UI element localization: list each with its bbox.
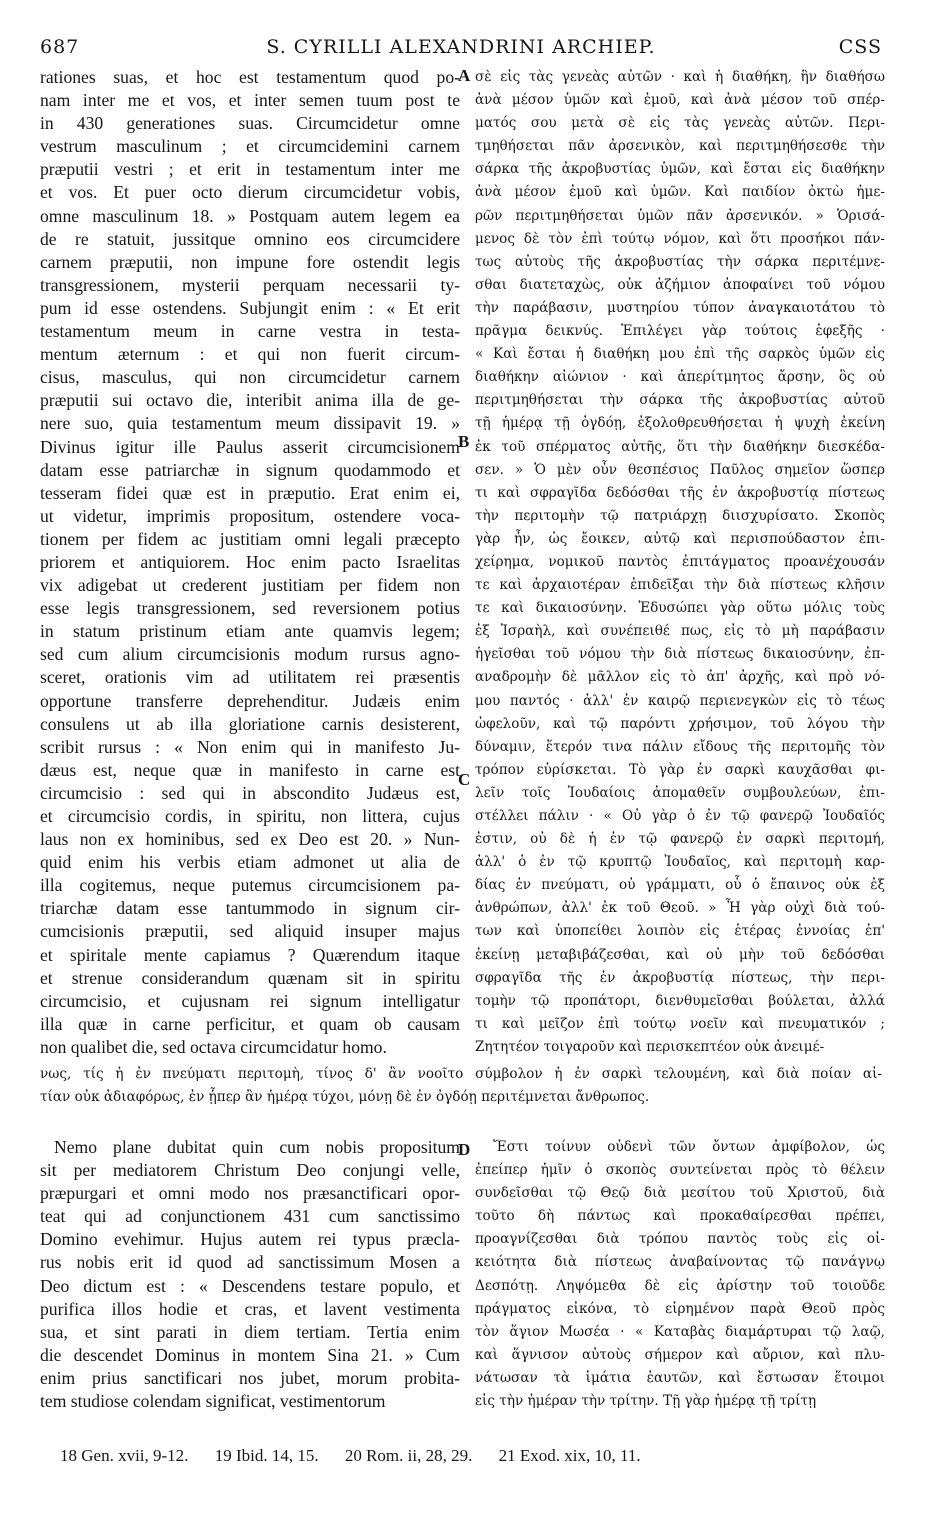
text-line: ἐπείπερ ἡμῖν ὁ σκοπὸς συντείνεται πρὸς τὸ θέλειν [475, 1162, 885, 1179]
text-line: στέλλει πάλιν · « Οὐ γὰρ ὁ ἐν τῷ φανερῷ Ἰουδαῖός [475, 808, 885, 824]
text-line: νάτωσαν τὰ ἱμάτια ἑαυτῶν, καὶ ἔστωσαν ἕτοιμοι [475, 1369, 885, 1386]
text-line: Ἔστι τοίνυν οὐδενὶ τῶν ὄντων ἀμφίβολον, ὡς [493, 1139, 885, 1155]
margin-marker-a: A [458, 66, 471, 85]
text-line: et vos. Et puer octo dierum circumcidetur vobis, [40, 182, 460, 203]
text-line: nam inter me et vos, et inter semen tuum post te [40, 90, 460, 111]
text-line: τὴν περιτομὴν τῷ πατριάρχῃ διισχυρίσατο. Σκοπὸς [475, 507, 885, 524]
text-line: Δεσπότῃ. Ληψόμεθα δὲ εἰς ἀρίστην τοῦ τοιοῦδε [475, 1277, 885, 1294]
text-line: αναδρομὴν δὲ μᾶλλον εἰς τὸ ἀπ' ἀρχῆς, καὶ πρὸ νό- [475, 669, 885, 686]
text-line: de re statuit, jussitque omnino eos circumcidere [40, 228, 460, 249]
text-line: τίαν οὐκ ἀδιαφόρως, ἐν ᾗπερ ἂν ἡμέρᾳ τύχοι, μόνῃ δὲ ἐν ὀγδόῃ περιτέμνεται ἄνθρωπος. [40, 1089, 650, 1106]
footnote: 19 Ibid. 14, 15. [214, 1446, 319, 1465]
text-line: γὰρ ἦν, ὡς ἔοικεν, αὐτῷ καὶ περισπούδαστον ἐπι- [475, 530, 885, 547]
latin-column-continued [40, 1136, 460, 1413]
text-line: Ζητητέον τοιγαροῦν καὶ περισκεπτέον οὐκ ἀνειμέ- [475, 1038, 825, 1055]
text-line: cisus, masculus, qui non circumcidetur carnem [40, 367, 460, 388]
text-line: sed cum alium circumcisionis modum rursus agno- [40, 644, 460, 665]
text-line: σὲ εἰς τὰς γενεὰς αὐτῶν · καὶ ἡ διαθήκη, ἣν διαθήσω [475, 69, 885, 85]
latin-column [40, 66, 460, 1059]
text-line: των καὶ ὑποπείθει λοιπὸν εἰς ἑτέρας ἐννοίας ἐπ' [475, 923, 885, 940]
text-line: κειότητα διὰ πίστεως ἀναβαίνοντας τῷ πανάγνῳ [475, 1254, 885, 1271]
text-line: ἐστιν, οὐ δὲ ἡ ἐν τῷ φανερῷ ἐν σαρκὶ περιτομή, [475, 831, 885, 848]
text-line: præpurgari et omni modo nos præsanctificari opor- [40, 1183, 460, 1204]
margin-marker-b: B [458, 432, 470, 451]
text-line: πρᾶγμα δεικνύς. Ἐπιλέγει γὰρ τούτοις ἑφεξῆς · [475, 323, 885, 340]
text-line: sit per mediatorem Christum Deo conjungi velle, [40, 1160, 460, 1181]
text-line: ὠφελοῦν, καὶ τῷ παρόντι χρήσιμον, τοῦ λόγου τὴν [475, 715, 885, 732]
text-line: Divinus igitur ille Paulus asserit circumcisionem [40, 436, 460, 457]
text-line: sua, et sint parati in diem tertiam. Tertia enim [40, 1321, 460, 1342]
text-line: enim prius sanctificari nos jubet, morum probita- [40, 1367, 460, 1388]
margin-marker-c: C [458, 770, 471, 789]
text-line: rus nobis erit id quod ad sanctissimum Mosen a [40, 1252, 460, 1273]
greek-bridge-text [40, 1063, 882, 1109]
text-line: circumcisio, et cujusnam rei signum intelligatur [40, 990, 460, 1011]
text-line: εἰς τὴν ἡμέραν τὴν τρίτην. Τῇ γὰρ ἡμέρᾳ τῇ τρίτῃ [475, 1393, 817, 1410]
footnote: 21 Exod. xix, 10, 11. [498, 1446, 641, 1465]
text-line: omne masculinum 18. » Postquam autem legem ea [40, 205, 460, 226]
text-line: rationes suas, et hoc est testamentum quod po- [40, 67, 460, 87]
text-line: et spiritale mente capiamus ? Quærendum itaque [40, 944, 460, 965]
text-line: tem studiose colendam significat, vestimentorum [40, 1391, 386, 1412]
text-line: μου παντός · ἀλλ' ἐν καιρῷ περιενεγκὼν εἰς τὸ τέως [475, 692, 885, 709]
text-line: carnem præputii, non impune fore ostendit legis [40, 251, 460, 272]
text-line: opportune transferre deprehenditur. Judæis enim [40, 690, 460, 711]
text-line: vestrum masculinum ; et circumcidemini carnem [40, 136, 460, 157]
text-line: vix adigebat ut crederent justitiam per fidem non [40, 575, 460, 596]
text-line: purifica illos hodie et cras, et lavent vestimenta [40, 1298, 460, 1319]
text-line: περιτμηθήσεται τὴν σάρκα τῆς ἀκροβυστίας αὐτοῦ [475, 392, 885, 409]
text-line: ἐκείνῃ μεταβιβάζεσθαι, καὶ οὐ μὴν τοῦ δεδόσθαι [475, 946, 885, 963]
text-line: συνδεῖσθαι τῷ Θεῷ διὰ μεσίτου τοῦ Χριστοῦ, διὰ [475, 1185, 885, 1202]
text-line: non qualibet die, sed octava circumcidatur homo. [40, 1036, 387, 1057]
footnote: 18 Gen. xvii, 9-12. [60, 1446, 189, 1465]
text-line: τμηθήσεται πᾶν ἀρσενικὸν, καὶ περιτμηθήσεσθε τὴν [475, 138, 885, 155]
text-line: τῇ ἡμέρᾳ τῇ ὀγδόῃ, ἐξολοθρευθήσεται ἡ ψυχὴ ἐκείνη [475, 415, 885, 432]
text-line: ματός σου μετὰ σὲ εἰς τὰς γενεὰς αὐτῶν. Περι- [475, 115, 885, 132]
running-title: S. CYRILLI ALEXANDRINI ARCHIEP. [266, 36, 656, 58]
text-line: mentum æternum : et qui non fuerit circum- [40, 344, 460, 365]
text-line: δύναμιν, ἕτερόν τινα πάλιν εἴδους τῆς περιτομῆς τὸν [475, 738, 885, 755]
text-line: illa cogitemus, neque putemus circumcisionem pa- [40, 875, 460, 896]
text-line: pum id esse ostendens. Subjungit enim : « Et erit [40, 297, 460, 318]
margin-marker-d: D [458, 1140, 471, 1159]
text-line: τοῦτο δὴ πάντως καὶ προκαθαίρεσθαι πρέπει, [475, 1208, 885, 1225]
text-line: scribit rursus : « Non enim qui in manifesto Ju- [40, 736, 460, 757]
text-line: τε καὶ δικαιοσύνην. Ἐδυσώπει γὰρ οὕτω μόλις τοὺς [475, 600, 885, 617]
text-line: tesseram fidei quæ est in præputio. Erat enim ei, [40, 482, 460, 503]
text-line: et circumcisio cordis, in spiritu, non littera, cujus [40, 806, 460, 826]
text-line: illa quæ in carne perficitur, et quam ob causam [40, 1013, 460, 1034]
text-line: tionem per fidem ac justitiam omni legali præcepto [40, 528, 460, 549]
text-line: circumcisio : sed qui in abscondito Judæus est, [40, 782, 460, 803]
text-line: et strenue considerandum quænam sit in spiritu [40, 967, 460, 988]
text-line: τε καὶ ἀρχαιοτέραν ἐπιδεῖξαι τὴν διὰ πίστεως κλῆσιν [475, 577, 885, 594]
text-line: transgressionem, mysterii perquam necessarii ty- [40, 274, 460, 295]
text-line: die descendet Dominus in montem Sina 21. » Cum [40, 1344, 460, 1365]
greek-column-continued [475, 1136, 885, 1413]
text-line: σεν. » Ὁ μὲν οὖν θεσπέσιος Παῦλος σημεῖον ὥσπερ [475, 461, 885, 478]
text-line: in statum pristinum etiam ante quamvis legem; [40, 621, 460, 642]
text-line: τι καὶ σφραγῖδα δεδόσθαι τῆς ἐν ἀκροβυστίᾳ πίστεως [475, 484, 885, 501]
text-line: triarchæ datam esse tantummodo in signum cir- [40, 898, 460, 919]
text-line: priorem et antiquiorem. Hoc enim pacto Israelitas [40, 551, 460, 572]
text-line: ἡγεῖσθαι τοῦ νόμου τὴν διὰ πίστεως δικαιοσύνην, ἐπ- [475, 646, 885, 663]
text-line: σάρκα τῆς ἀκροβυστίας ὑμῶν, καὶ ἔσται εἰς διαθήκην [475, 161, 885, 178]
text-line: ἐκ τοῦ σπέρματος αὐτῆς, ὅτι τὴν διαθήκην διεσκέδα- [475, 438, 885, 455]
greek-column [475, 66, 885, 1059]
text-line: Nemo plane dubitat quin cum nobis propositum [54, 1137, 460, 1157]
text-line: ἀνὰ μέσον ἐμοῦ καὶ ὑμῶν. Καὶ παιδίον ὀκτὼ ἡμε- [475, 184, 885, 201]
text-line: nere suo, quia testamentum meum dissipavit 19. » [40, 413, 460, 434]
text-line: ἐξ Ἰσραὴλ, καὶ συνέπειθέ πως, εἰς τὸ μὴ παράβασιν [475, 623, 885, 640]
text-line: ἀνὰ μέσον ὑμῶν καὶ ἐμοῦ, καὶ ἀνὰ μέσον τοῦ σπέρ- [475, 92, 885, 109]
page-header [40, 36, 882, 62]
text-line: esse legis transgressionem, sed reversionem potius [40, 598, 460, 619]
text-line: datam esse patriarchæ in signum quodammodo et [40, 459, 460, 480]
text-line: quid enim his verbis etiam admonet ut alia de [40, 852, 460, 873]
text-line: λεῖν τοῖς Ἰουδαίοις ἀπομαθεῖν συμβουλεύων, ἐπι- [475, 784, 885, 801]
text-line: τι καὶ μεῖζον ἐπὶ τούτῳ νοεῖν καὶ πνευματικόν ; [475, 1015, 885, 1032]
text-line: teat qui ad conjunctionem 431 cum sanctissimo [40, 1206, 460, 1227]
text-line: sceret, orationis vim ad utilitatem rei præsentis [40, 667, 460, 688]
text-line: ρῶν περιτμηθήσεται ὑμῶν πᾶν ἀρσενικόν. » Ὁρισά- [475, 207, 885, 224]
text-line: μενος δὲ τὸν ἐπὶ τούτῳ νόμον, καὶ ὅτι προσήκοι πάν- [475, 230, 885, 247]
text-line: καὶ ἅγνισον αὐτοὺς σήμερον καὶ αὔριον, καὶ πλυ- [475, 1346, 885, 1363]
text-line: in 430 generationes suas. Circumcidetur omne [40, 113, 460, 134]
text-line: τὴν παράβασιν, μυστηρίου τύπον ἀναγκαιοτάτου τὸ [475, 299, 885, 316]
text-line: δίας ἐν πνεύματι, οὐ γράμματι, οὗ ὁ ἔπαινος οὐκ ἐξ [475, 877, 885, 894]
text-line: Domino evehimur. Hujus autem rei typus præcla- [40, 1229, 460, 1250]
text-line: χείρημα, νομικοῦ παντὸς ἐπιτάγματος προανέχουσάν [475, 553, 885, 570]
text-line: διαθήκην αἰώνιον · καὶ ἀπερίτμητος ἄρσην, ὃς οὐ [475, 369, 885, 386]
text-line: νως, τίς ἡ ἐν πνεύματι περιτομὴ, τίνος δ' ἂν νοοῖτο σύμβολον ἡ ἐν σαρκὶ τελουμένη, καὶ διὰ ποίαν αἰ- [40, 1066, 882, 1082]
text-line: προαγνίζεσθαι διὰ τρόπου παντὸς τοὺς εἰς οἰ- [475, 1231, 885, 1248]
footnotes [60, 1446, 880, 1466]
text-line: ἀλλ' ὁ ἐν τῷ κρυπτῷ Ἰουδαῖος, καὶ περιτομὴ καρ- [475, 854, 885, 871]
text-line: testamentum meum in carne vestra in testa- [40, 321, 460, 342]
footnote: 20 Rom. ii, 28, 29. [344, 1446, 473, 1465]
text-line: τρόπον εὑρίσκεται. Τὸ γὰρ ἐν σαρκὶ καυχᾶσθαι φι- [475, 761, 885, 778]
text-line: consulens ut ab illa gloriatione carnis desisterent, [40, 713, 460, 734]
text-line: τομὴν τῷ προπάτορι, διενθυμεῖσθαι βούλεται, ἀλλά [475, 992, 885, 1009]
text-line: dæus est, neque quæ in manifesto in carne est [40, 759, 460, 780]
text-line: præputii vestri ; et erit in testamentum inter me [40, 159, 460, 180]
text-line: ut videtur, imprimis propositum, ostendere voca- [40, 505, 460, 526]
text-line: Deo dictum est : « Descendens testare populo, et [40, 1275, 460, 1296]
text-line: σφραγῖδα τῆς ἐν ἀκροβυστίᾳ πίστεως, τὴν περι- [475, 969, 885, 986]
text-line: πράγματος εἰκόνα, τὸ εἰρημένον παρὰ Θεοῦ πρὸς [475, 1300, 885, 1317]
text-line: τως αὐτοὺς τῆς ἀκροβυστίας τὴν σάρκα περιτέμνε- [475, 253, 885, 270]
text-line: laus non ex hominibus, sed ex Deo est 20. » Nun- [40, 829, 460, 850]
text-line: τὸν ἅγιον Μωσέα · « Καταβὰς διαμάρτυραι τῷ λαῷ, [475, 1323, 885, 1340]
text-line: σθαι διατεταχὼς, οὐκ ἀζήμιον ἀποφαίνει τοῦ νόμου [475, 276, 885, 293]
text-line: « Καὶ ἔσται ἡ διαθήκη μου ἐπὶ τῆς σαρκὸς ὑμῶν εἰς [475, 346, 885, 363]
text-line: ἀνθρώπων, ἀλλ' ἐκ τοῦ Θεοῦ. » Ἦ γὰρ οὐχὶ διὰ τού- [475, 900, 885, 917]
page-number-left: 687 [40, 36, 80, 58]
page-number-right: CSS [838, 36, 882, 58]
text-line: cumcisionis præputii, sed aliquid insuper majus [40, 921, 460, 942]
text-line: præputii sui octavo die, interibit anima illa de ge- [40, 390, 460, 411]
